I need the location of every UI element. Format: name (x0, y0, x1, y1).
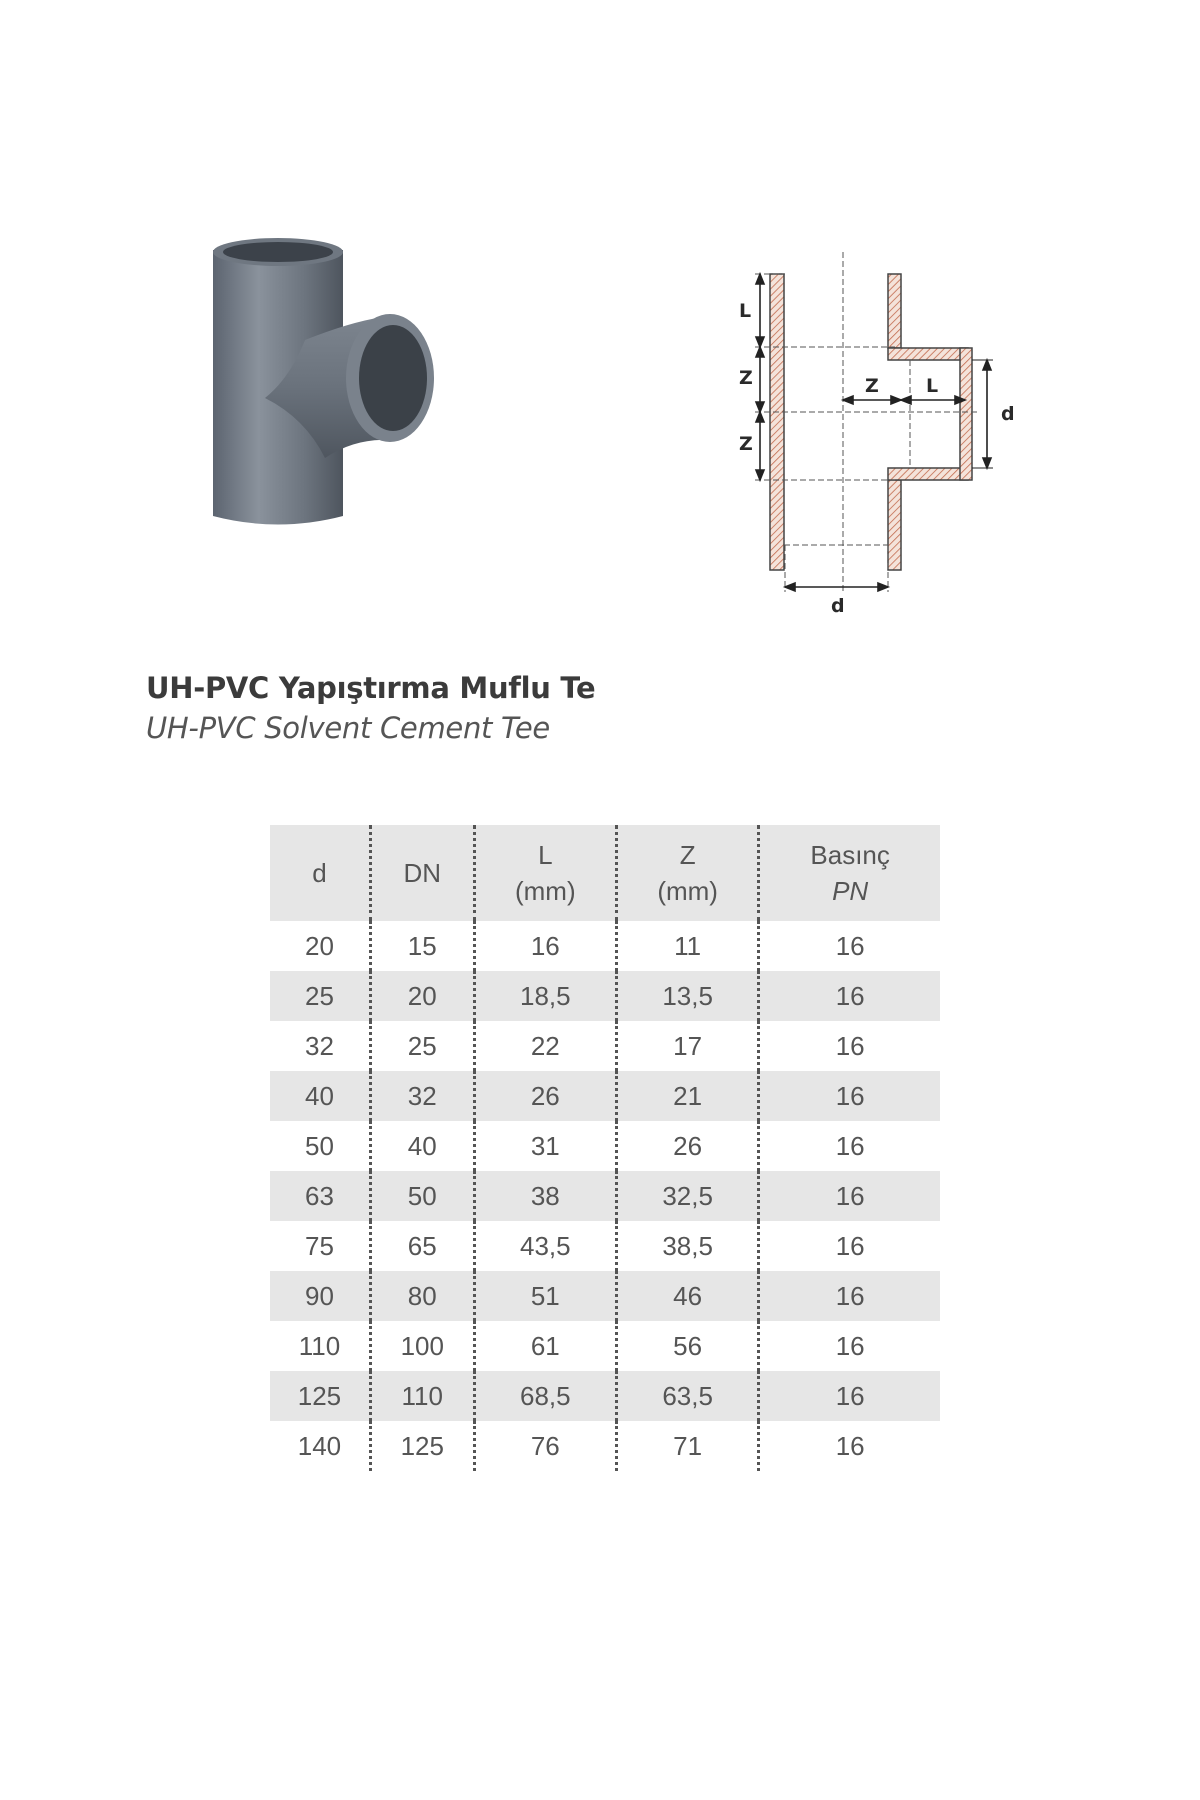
cell-dn: 25 (370, 1021, 474, 1071)
cell-l: 26 (474, 1071, 616, 1121)
cell-z: 21 (616, 1071, 758, 1121)
cell-pn: 16 (759, 1271, 940, 1321)
header-d: d (270, 825, 370, 921)
header-dn: DN (370, 825, 474, 921)
cell-z: 63,5 (616, 1371, 758, 1421)
cell-l: 16 (474, 921, 616, 971)
table-row (270, 921, 940, 971)
cell-pn: 16 (759, 1171, 940, 1221)
cell-z: 38,5 (616, 1221, 758, 1271)
cell-z: 26 (616, 1121, 758, 1171)
cell-z: 46 (616, 1271, 758, 1321)
cell-pn: 16 (759, 1421, 940, 1471)
cell-pn: 16 (759, 1221, 940, 1271)
dim-label-d-right: d (1001, 403, 1015, 425)
header-pressure: Basınç PN (759, 825, 940, 921)
cell-pn: 16 (759, 1371, 940, 1421)
cell-pn: 16 (759, 971, 940, 1021)
cell-d: 75 (304, 1230, 334, 1261)
cell-pn: 16 (759, 1321, 940, 1371)
header-l: L (mm) (474, 825, 616, 921)
table-row (270, 1321, 940, 1371)
cell-d: 32 (304, 1030, 334, 1061)
dim-label-z-branch: Z (865, 375, 879, 397)
cell-dn: 110 (370, 1371, 474, 1421)
table-header-row (270, 825, 940, 921)
title-english: UH-PVC Solvent Cement Tee (146, 711, 550, 745)
cell-pn: 16 (759, 1021, 940, 1071)
table-row (270, 1221, 940, 1271)
cell-z: 32,5 (616, 1171, 758, 1221)
title-turkish: UH-PVC Yapıştırma Muflu Te (146, 671, 596, 705)
cell-l: 68,5 (474, 1371, 616, 1421)
cell-l: 51 (474, 1271, 616, 1321)
table-row (270, 1121, 940, 1171)
table-row (270, 1371, 940, 1421)
dim-label-d-bottom: d (831, 595, 845, 617)
cell-pn: 16 (759, 921, 940, 971)
cell-z: 13,5 (616, 971, 758, 1021)
dim-label-l-branch: L (926, 375, 939, 397)
cell-pn: 16 (759, 1071, 940, 1121)
header-pressure-pn: PN (832, 876, 869, 906)
cell-z: 17 (616, 1021, 758, 1071)
cell-d: 20 (304, 930, 334, 961)
cell-dn: 65 (370, 1221, 474, 1271)
cell-dn: 32 (370, 1071, 474, 1121)
table-row (270, 971, 940, 1021)
header-l-unit: (mm) (514, 876, 576, 906)
cell-l: 43,5 (474, 1221, 616, 1271)
table-row (270, 1021, 940, 1071)
cell-d: 125 (270, 1371, 370, 1421)
table-row (270, 1421, 940, 1471)
cell-d: 40 (270, 1071, 370, 1121)
cell-l: 61 (474, 1321, 616, 1371)
cell-dn: 20 (370, 971, 474, 1021)
cell-l: 76 (474, 1421, 616, 1471)
cell-z: 11 (616, 921, 758, 971)
header-z: Z (mm) (616, 825, 758, 921)
cell-l: 22 (474, 1021, 616, 1071)
cell-z: 56 (616, 1321, 758, 1371)
cell-dn: 80 (370, 1271, 474, 1321)
table-row (270, 1171, 940, 1221)
cell-pn: 16 (759, 1121, 940, 1171)
cell-dn: 100 (370, 1321, 474, 1371)
table-row (270, 1071, 940, 1121)
tee-dimension-drawing (725, 242, 1050, 627)
cell-d: 90 (270, 1271, 370, 1321)
spec-table (270, 825, 940, 1471)
cell-dn: 125 (370, 1421, 474, 1471)
header-z-unit: (mm) (657, 876, 718, 906)
table-row (270, 1271, 940, 1321)
cell-d: 25 (270, 971, 370, 1021)
cell-z: 71 (616, 1421, 758, 1471)
dim-label-z-upper: Z (739, 367, 753, 389)
cell-l: 38 (474, 1171, 616, 1221)
cell-dn: 50 (370, 1171, 474, 1221)
cell-dn: 40 (370, 1121, 474, 1171)
cell-dn: 15 (370, 921, 474, 971)
dim-label-z-lower: Z (739, 433, 753, 455)
cell-d: 50 (304, 1130, 334, 1161)
cell-l: 31 (474, 1121, 616, 1171)
cell-d: 140 (297, 1430, 342, 1461)
cell-l: 18,5 (474, 971, 616, 1021)
pvc-tee-photo (205, 228, 450, 548)
dim-label-l-left: L (739, 300, 752, 322)
product-titles (146, 668, 595, 748)
cell-d: 63 (270, 1171, 370, 1221)
cell-d: 110 (298, 1330, 341, 1361)
